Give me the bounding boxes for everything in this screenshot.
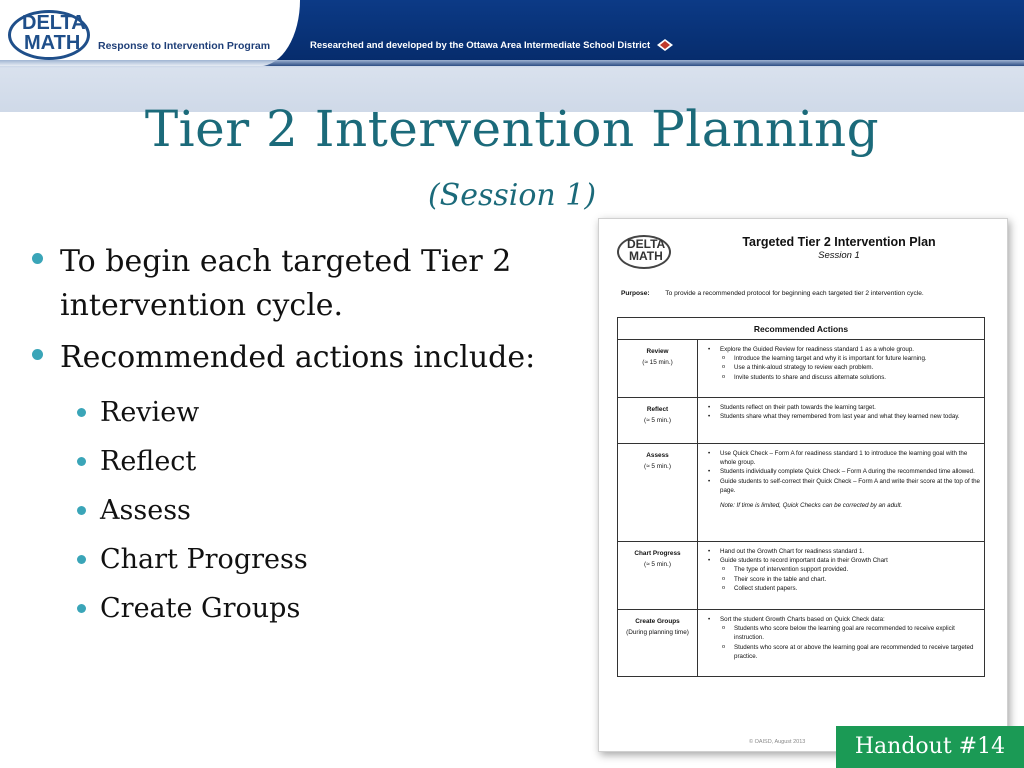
action-note: Note: If time is limited, Quick Checks can be corrected by an adult.: [720, 502, 903, 510]
row-actions: [698, 610, 984, 676]
sub-bullet-item: [30, 584, 590, 633]
row-label: [618, 610, 698, 676]
action-item: o Collect student papers.: [706, 584, 980, 593]
row-name: Reflect: [646, 406, 669, 413]
handout-document: [598, 218, 1008, 752]
action-item: • Guide students to record important data in their Growth Chart: [706, 556, 980, 565]
bullet-dot: [77, 408, 86, 417]
bullet-text: To begin each targeted Tier 2 intervention cycle.: [60, 244, 512, 323]
row-label: [618, 542, 698, 609]
handout-badge: Handout #14: [836, 726, 1024, 768]
sub-bullet-item: [30, 486, 590, 535]
row-actions: [698, 340, 984, 397]
action-item: • Explore the Guided Review for readiness standard 1 as a whole group.: [706, 345, 980, 354]
bullet-item: [30, 336, 590, 380]
row-label: [618, 444, 698, 541]
doc-purpose: [621, 290, 924, 297]
row-name: Create Groups: [635, 618, 680, 625]
row-time: (During planning time): [626, 629, 689, 636]
table-header: Recommended Actions: [618, 318, 984, 340]
action-item: • Use Quick Check – Form A for readiness standard 1 to introduce the learning goal with the whole group.: [706, 449, 980, 467]
bullet-dot: [32, 349, 43, 360]
row-time: (≈ 15 min.): [642, 359, 673, 366]
doc-logo-text-math: MATH: [629, 249, 663, 263]
sub-bullet-text: Review: [100, 397, 200, 428]
action-item: o Invite students to share and discuss alternate solutions.: [706, 373, 980, 382]
bullet-dot: [77, 555, 86, 564]
doc-purpose-label: Purpose:: [621, 290, 650, 297]
table-row: [618, 398, 984, 444]
bullet-dot: [77, 604, 86, 613]
action-item: • Students reflect on their path towards the learning target.: [706, 403, 980, 412]
row-time: (≈ 5 min.): [644, 463, 671, 470]
sub-bullet-item: [30, 388, 590, 437]
row-label: [618, 398, 698, 443]
action-item: o Students who score below the learning goal are recommended to receive explicit instruction.: [706, 624, 980, 642]
bullet-dot: [32, 253, 43, 264]
oaisd-logo-icon: [656, 38, 674, 52]
banner-dark-stripe: [210, 0, 1024, 66]
bullet-list: [30, 240, 590, 633]
row-name: Chart Progress: [634, 550, 681, 557]
row-name: Assess: [646, 452, 669, 459]
row-actions: [698, 398, 984, 443]
row-time: (≈ 5 min.): [644, 417, 671, 424]
row-actions: [698, 542, 984, 609]
action-item: o Use a think-aloud strategy to review each problem.: [706, 363, 980, 372]
sub-bullet-text: Create Groups: [100, 593, 301, 624]
action-item: o The type of intervention support provided.: [706, 565, 980, 574]
bullet-item: [30, 240, 590, 328]
sub-bullet-item: [30, 535, 590, 584]
page-title: Tier 2 Intervention Planning: [144, 100, 880, 158]
doc-purpose-text: To provide a recommended protocol for beginning each targeted tier 2 intervention cycle.: [665, 290, 924, 297]
bullet-dot: [77, 506, 86, 515]
researched-by-text: Researched and developed by the Ottawa Area Intermediate School District: [310, 40, 651, 51]
table-body: [618, 340, 984, 676]
action-item: • Students share what they remembered from last year and what they learned new today.: [706, 412, 980, 421]
row-actions: [698, 444, 984, 541]
action-item: o Introduce the learning target and why it is important for future learning.: [706, 354, 980, 363]
row-name: Review: [646, 348, 669, 355]
bullet-dot: [77, 457, 86, 466]
sub-bullet-text: Assess: [100, 495, 191, 526]
action-item: o Students who score at or above the learning goal are recommended to receive targeted practice.: [706, 643, 980, 661]
action-item: • Students individually complete Quick Check – Form A during the recommended time allowed.: [706, 467, 980, 476]
action-item: • Guide students to self-correct their Quick Check – Form A and write their score at the top of the page.: [706, 477, 980, 495]
action-item: • Hand out the Growth Chart for readiness standard 1.: [706, 547, 980, 556]
header-banner: [0, 0, 1024, 112]
row-time: (≈ 5 min.): [644, 561, 671, 568]
table-row: [618, 610, 984, 676]
page-subtitle: (Session 1): [427, 178, 597, 213]
doc-title: Targeted Tier 2 Intervention Plan: [742, 235, 936, 249]
bullet-text: Recommended actions include:: [60, 340, 536, 375]
action-item: • Sort the student Growth Charts based on Quick Check data:: [706, 615, 980, 624]
logo-text-math: MATH: [24, 32, 81, 54]
sub-bullet-text: Reflect: [100, 446, 197, 477]
recommended-actions-table: [617, 317, 985, 677]
table-row: [618, 340, 984, 398]
action-item: o Their score in the table and chart.: [706, 575, 980, 584]
table-row: [618, 542, 984, 610]
doc-logo-text-delta: DELTA: [627, 237, 666, 251]
program-name: Response to Intervention Program: [98, 40, 271, 52]
sub-bullet-item: [30, 437, 590, 486]
doc-logo: [617, 231, 675, 269]
delta-math-logo: [6, 4, 94, 60]
table-row: [618, 444, 984, 542]
logo-text-delta: DELTA: [22, 12, 86, 34]
doc-footer: © OAISD, August 2013: [749, 739, 806, 745]
row-label: [618, 340, 698, 397]
banner-wave-shadow: [0, 60, 1024, 68]
doc-session: Session 1: [818, 250, 860, 261]
sub-bullet-text: Chart Progress: [100, 544, 308, 575]
